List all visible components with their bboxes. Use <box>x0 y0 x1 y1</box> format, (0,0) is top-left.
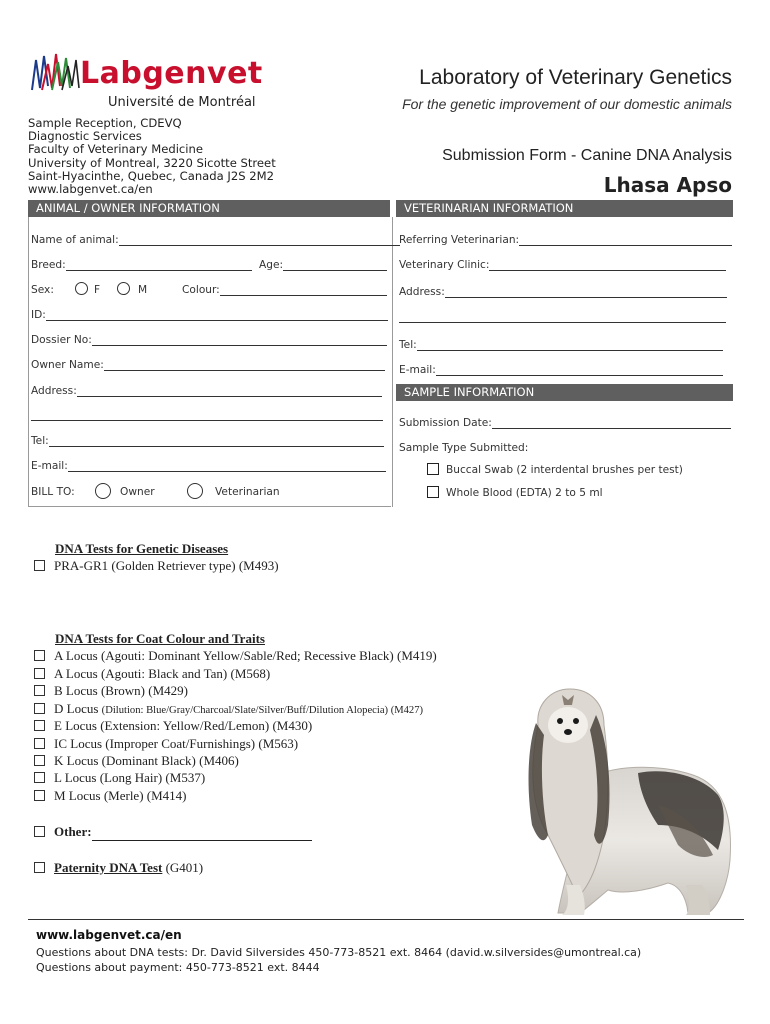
paternity-checkbox[interactable] <box>34 862 45 873</box>
lhasa-apso-dog-image <box>518 685 744 917</box>
coat-test-checkbox[interactable] <box>34 772 45 783</box>
address-line: Saint-Hyacinthe, Quebec, Canada J2S 2M2 <box>28 168 275 183</box>
referring-vet-field[interactable] <box>399 234 732 246</box>
owner-address-line-2[interactable] <box>31 420 383 421</box>
id-label: ID: <box>31 309 46 321</box>
d-locus-name: D Locus <box>54 701 99 716</box>
owner-tel-field[interactable] <box>31 435 384 447</box>
other-test-checkbox[interactable] <box>34 826 45 837</box>
sample-type-label: Sample Type Submitted: <box>399 442 529 454</box>
address-line: University of Montreal, 3220 Sicotte Street <box>28 155 276 170</box>
coat-test-label: A Locus (Agouti: Dominant Yellow/Sable/Red; Recessive Black) (M419) <box>54 648 437 663</box>
owner-name-field[interactable] <box>31 359 385 371</box>
coat-test-checkbox[interactable] <box>34 720 45 731</box>
buccal-swab-checkbox[interactable] <box>427 463 439 475</box>
veterinarian-header: VETERINARIAN INFORMATION <box>396 200 733 217</box>
coat-test-checkbox[interactable] <box>34 685 45 696</box>
left-border <box>28 217 29 507</box>
vet-email-label: E-mail: <box>399 364 436 376</box>
paternity-code: (G401) <box>165 860 204 875</box>
vet-clinic-field[interactable] <box>399 259 726 271</box>
pra-gr1-checkbox[interactable] <box>34 560 45 571</box>
dna-sequence-logo-icon <box>30 50 80 94</box>
bill-owner-radio[interactable] <box>95 483 111 499</box>
paternity-test-label <box>54 859 203 877</box>
footer-website-link[interactable]: www.labgenvet.ca/en <box>36 928 182 942</box>
vet-clinic-label: Veterinary Clinic: <box>399 259 490 271</box>
address-line: Faculty of Veterinary Medicine <box>28 142 203 157</box>
breed-label: Breed: <box>31 259 66 271</box>
bill-vet-label: Veterinarian <box>215 486 280 498</box>
animal-name-label: Name of animal: <box>31 234 119 246</box>
whole-blood-label: Whole Blood (EDTA) 2 to 5 ml <box>446 487 603 499</box>
vet-address-line-2[interactable] <box>399 322 726 323</box>
owner-email-label: E-mail: <box>31 460 68 472</box>
owner-tel-label: Tel: <box>31 435 49 447</box>
coat-test-label: A Locus (Agouti: Black and Tan) (M568) <box>54 666 271 681</box>
submission-date-label: Submission Date: <box>399 417 492 429</box>
vet-address-label: Address: <box>399 286 445 298</box>
sex-female-label: F <box>94 284 101 296</box>
breed-field[interactable] <box>31 259 252 271</box>
address-line: Sample Reception, CDEVQ <box>28 116 182 130</box>
submission-date-field[interactable] <box>399 417 731 429</box>
coat-test-label: B Locus (Brown) (M429) <box>54 683 188 698</box>
referring-vet-label: Referring Veterinarian: <box>399 234 520 246</box>
sex-female-radio[interactable] <box>75 282 88 295</box>
sample-info-header: SAMPLE INFORMATION <box>396 384 733 401</box>
footer-divider <box>28 919 744 920</box>
bill-owner-label: Owner <box>120 486 155 498</box>
lab-title: Laboratory of Veterinary Genetics <box>419 66 732 89</box>
coat-test-checkbox[interactable] <box>34 790 45 801</box>
column-divider <box>392 217 393 507</box>
buccal-swab-label: Buccal Swab (2 interdental brushes per test) <box>446 464 683 476</box>
breed-title: Lhasa Apso <box>603 173 732 197</box>
colour-field[interactable] <box>182 284 387 296</box>
animal-name-field[interactable] <box>31 234 400 246</box>
sex-male-radio[interactable] <box>117 282 130 295</box>
coat-tests-heading: DNA Tests for Coat Colour and Traits <box>55 631 265 646</box>
coat-test-label: K Locus (Dominant Black) (M406) <box>54 753 239 768</box>
footer-payment-questions: Questions about payment: 450-773-8521 ext. 8444 <box>36 961 320 974</box>
bill-vet-radio[interactable] <box>187 483 203 499</box>
age-label: Age: <box>259 259 284 271</box>
coat-test-checkbox[interactable] <box>34 755 45 766</box>
id-field[interactable] <box>31 309 388 321</box>
logo-wordmark: Labgenvet <box>80 56 263 91</box>
owner-address-field[interactable] <box>31 385 382 397</box>
coat-test-checkbox[interactable] <box>34 650 45 661</box>
lab-address <box>28 117 276 196</box>
sex-male-label: M <box>138 284 148 296</box>
other-test-label: Other: <box>54 824 92 839</box>
other-test-field[interactable] <box>54 823 312 841</box>
animal-owner-header: ANIMAL / OWNER INFORMATION <box>28 200 390 217</box>
owner-name-label: Owner Name: <box>31 359 104 371</box>
age-field[interactable] <box>259 259 387 271</box>
whole-blood-checkbox[interactable] <box>427 486 439 498</box>
form-title: Submission Form - Canine DNA Analysis <box>442 147 732 164</box>
vet-email-field[interactable] <box>399 364 723 376</box>
address-line: Diagnostic Services <box>28 129 142 144</box>
coat-test-label: IC Locus (Improper Coat/Furnishings) (M563) <box>54 736 299 751</box>
coat-test-checkbox[interactable] <box>34 703 45 714</box>
dossier-field[interactable] <box>31 334 387 346</box>
vet-tel-field[interactable] <box>399 339 723 351</box>
d-locus-detail: (Dilution: Blue/Gray/Charcoal/Slate/Silver/Buff/Dilution Alopecia) (M427) <box>101 705 424 716</box>
logo-university: Université de Montréal <box>108 95 256 110</box>
dossier-label: Dossier No: <box>31 334 92 346</box>
coat-test-label: L Locus (Long Hair) (M537) <box>54 770 206 785</box>
coat-test-label: M Locus (Merle) (M414) <box>54 788 187 803</box>
vet-tel-label: Tel: <box>399 339 417 351</box>
sex-label: Sex: <box>31 284 54 296</box>
coat-test-checkbox[interactable] <box>34 738 45 749</box>
paternity-name: Paternity DNA Test <box>54 860 163 875</box>
bill-to-label: BILL TO: <box>31 486 75 498</box>
pra-gr1-label: PRA-GR1 (Golden Retriever type) (M493) <box>54 558 279 573</box>
address-line: www.labgenvet.ca/en <box>28 182 153 197</box>
lab-tagline: For the genetic improvement of our domestic animals <box>402 96 732 112</box>
colour-label: Colour: <box>182 284 220 296</box>
coat-test-checkbox[interactable] <box>34 668 45 679</box>
coat-test-label: E Locus (Extension: Yellow/Red/Lemon) (M430) <box>54 718 313 733</box>
owner-email-field[interactable] <box>31 460 386 472</box>
disease-tests-heading: DNA Tests for Genetic Diseases <box>55 541 229 556</box>
vet-address-field[interactable] <box>399 286 727 298</box>
owner-address-label: Address: <box>31 385 77 397</box>
form-bottom-border <box>28 506 391 507</box>
footer-dna-questions: Questions about DNA tests: Dr. David Silversides 450-773-8521 ext. 8464 (david.w.silversides@umontreal.ca) <box>36 946 642 959</box>
